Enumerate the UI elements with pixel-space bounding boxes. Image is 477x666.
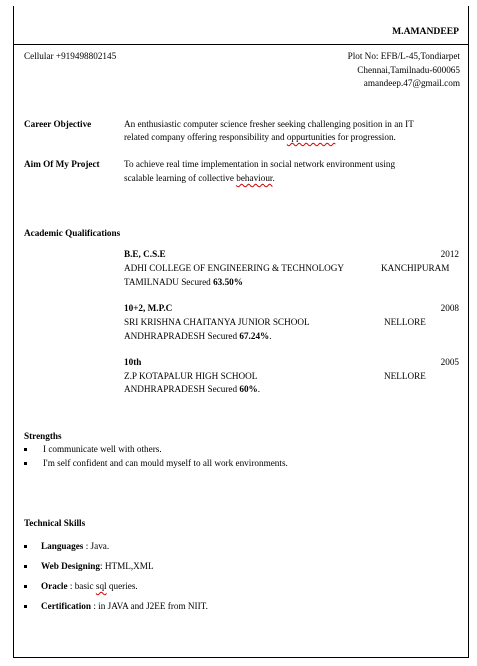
aim-of-project-line-1: To achieve real time implementation in social network environment using xyxy=(124,159,396,169)
technical-skills-heading: Technical Skills xyxy=(24,518,86,528)
aim-of-project-label: Aim Of My Project xyxy=(24,159,100,169)
bullet-icon xyxy=(24,448,27,451)
academic-qualifications-heading: Academic Qualifications xyxy=(24,228,121,238)
skill-item-web-designing: Web Designing: HTML,XML xyxy=(24,560,154,573)
institution-3: Z.P KOTAPALUR HIGH SCHOOL xyxy=(124,371,258,381)
address-line-1: Plot No: EFB/L-45,Tondiarpet xyxy=(347,51,460,61)
aim-of-project-line-2: scalable learning of collective behaviour. xyxy=(124,173,275,183)
misspelled-word: oppurtunities xyxy=(286,132,336,142)
career-objective-line-2: related company offering responsibility and oppurtunities for progression. xyxy=(124,132,396,142)
score-line-1: TAMILNADU Secured 63.50% xyxy=(124,277,243,287)
strength-item: I'm self confident and can mould myself to all work environments. xyxy=(24,457,288,470)
candidate-name: M.AMANDEEP xyxy=(392,26,459,37)
year-2: 2008 xyxy=(440,303,459,313)
year-1: 2012 xyxy=(440,249,459,259)
location-3: NELLORE xyxy=(384,371,426,381)
strengths-heading: Strengths xyxy=(24,431,62,441)
skill-item-certification: Certification : in JAVA and J2EE from NIIT. xyxy=(24,600,208,613)
career-objective-label: Career Objective xyxy=(24,119,92,129)
header-divider xyxy=(13,44,469,45)
bullet-icon xyxy=(24,565,27,568)
email-address: amandeep.47@gmail.com xyxy=(363,78,460,88)
skill-item-languages: Languages : Java. xyxy=(24,540,109,553)
bullet-icon xyxy=(24,605,27,608)
degree-3: 10th xyxy=(124,357,142,367)
skill-item-oracle: Oracle : basic sql queries. xyxy=(24,580,138,593)
year-3: 2005 xyxy=(440,357,459,367)
cellular-number: Cellular +919498802145 xyxy=(24,51,117,61)
career-objective-line-1: An enthusiastic computer science fresher seeking challenging position in an IT xyxy=(124,119,414,129)
location-1: KANCHIPURAM xyxy=(381,263,450,273)
bullet-icon xyxy=(24,545,27,548)
misspelled-word: behaviour xyxy=(236,173,273,183)
bullet-icon xyxy=(24,585,27,588)
bullet-icon xyxy=(24,462,27,465)
misspelled-word: sql xyxy=(95,581,107,591)
institution-1: ADHI COLLEGE OF ENGINEERING & TECHNOLOGY xyxy=(124,263,345,273)
score-line-2: ANDHRAPRADESH Secured 67.24%. xyxy=(124,331,272,341)
location-2: NELLORE xyxy=(384,317,426,327)
strength-item: I communicate well with others. xyxy=(24,443,162,456)
score-line-3: ANDHRAPRADESH Secured 60%. xyxy=(124,384,261,394)
institution-2: SRI KRISHNA CHAITANYA JUNIOR SCHOOL xyxy=(124,317,310,327)
degree-1: B.E, C.S.E xyxy=(124,249,166,259)
address-line-2: Chennai,Tamilnadu-600065 xyxy=(357,65,460,75)
degree-2: 10+2, M.P.C xyxy=(124,303,173,313)
